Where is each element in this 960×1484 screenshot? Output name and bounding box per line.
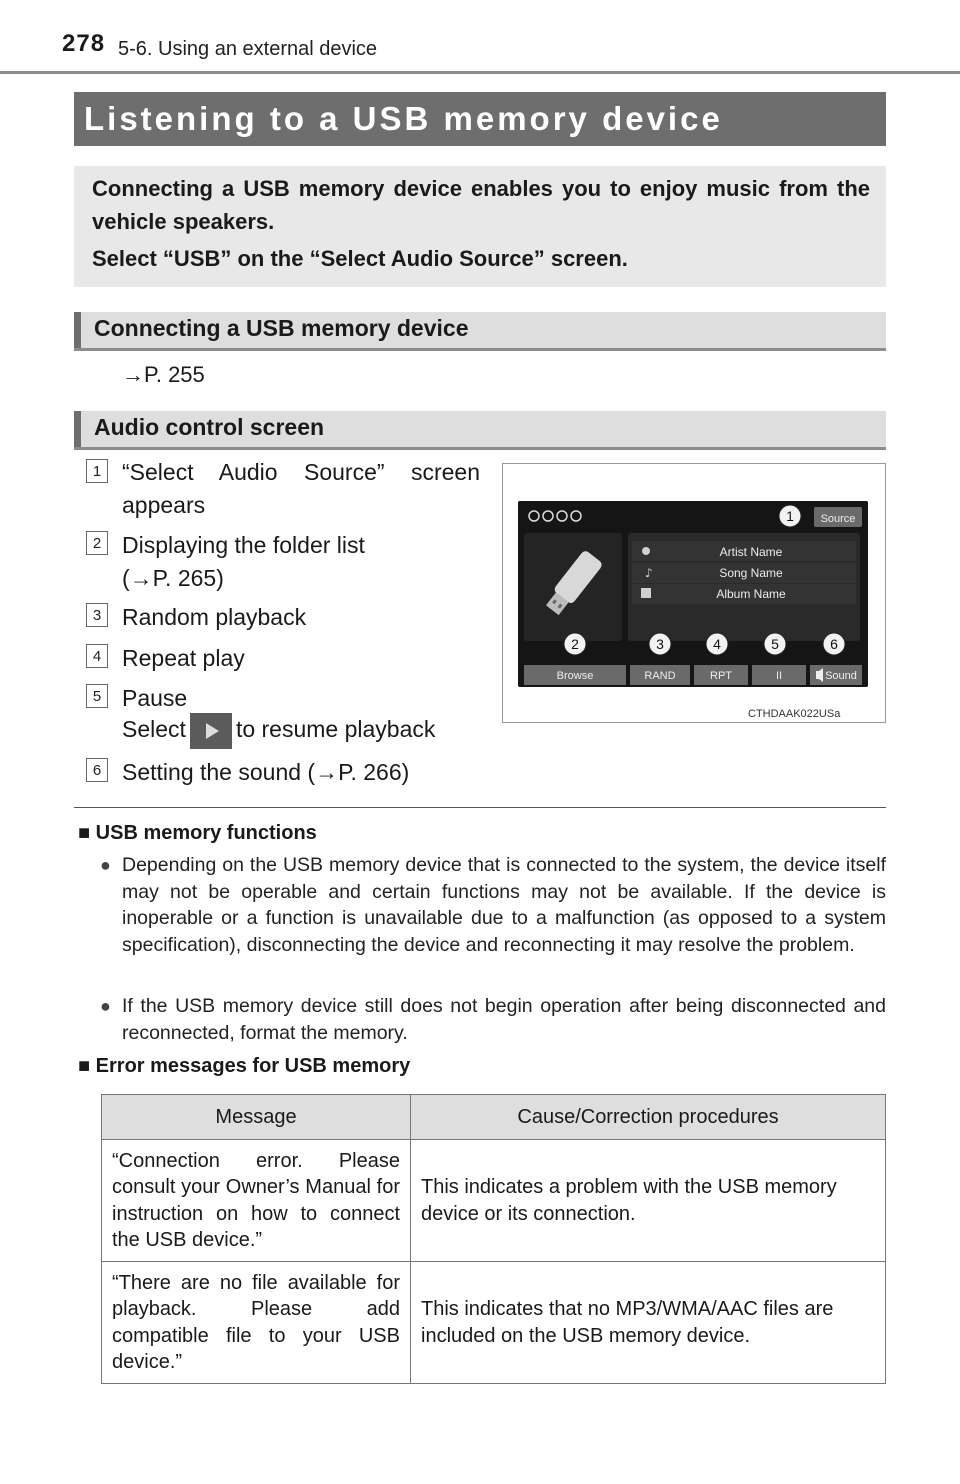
page-title: Listening to a USB memory device bbox=[84, 100, 723, 137]
callout-6-label: 6 bbox=[830, 636, 838, 652]
section-marker bbox=[74, 411, 81, 447]
screen-sound-label: Sound bbox=[825, 670, 857, 682]
callout-3-label: 3 bbox=[656, 636, 664, 652]
album-icon bbox=[641, 588, 651, 598]
item-2-line-2: (→P. 265) bbox=[122, 565, 224, 591]
table-cell-cause: This indicates a problem with the USB memory device or its connection. bbox=[411, 1140, 886, 1262]
callout-2-label: 2 bbox=[571, 636, 579, 652]
item-number-5: 5 bbox=[86, 684, 108, 708]
section-label: 5-6. Using an external device bbox=[118, 38, 378, 60]
item-number-4: 4 bbox=[86, 644, 108, 668]
item-5-line-1: Pause bbox=[122, 685, 188, 711]
round-bullet-icon: ● bbox=[100, 996, 111, 1016]
screen-rand-label: RAND bbox=[644, 670, 676, 682]
screen-album-name: Album Name bbox=[716, 587, 786, 601]
intro-text-1: Connecting a USB memory device enables you to enjoy music from the vehicle speakers. bbox=[92, 176, 870, 234]
item-6-text: Setting the sound (→P. 266) bbox=[122, 759, 410, 785]
audio-control-section-title: Audio control screen bbox=[94, 414, 325, 440]
table-cell-message: “There are no file available for playback. Please add compatible file to your USB device.” bbox=[102, 1262, 411, 1384]
play-icon bbox=[190, 713, 232, 749]
screen-source-label: Source bbox=[820, 513, 856, 525]
item-1-line-2: appears bbox=[122, 492, 206, 518]
connecting-section-title: Connecting a USB memory device bbox=[94, 315, 469, 341]
error-messages-table bbox=[101, 1094, 886, 1384]
usb-functions-heading bbox=[78, 822, 317, 845]
page-reference-link[interactable]: →P. 255 bbox=[122, 362, 205, 387]
image-code: CTHDAAK022USa bbox=[748, 708, 841, 720]
item-4-text: Repeat play bbox=[122, 645, 245, 671]
item-number-1: 1 bbox=[86, 459, 108, 483]
section-divider bbox=[74, 807, 886, 808]
usb-functions-heading-text: USB memory functions bbox=[95, 822, 317, 844]
item-1-line-1: “Select Audio Source” screen bbox=[122, 459, 480, 485]
callout-4-label: 4 bbox=[713, 636, 721, 652]
screen-rpt-label: RPT bbox=[710, 670, 732, 682]
item-3-text: Random playback bbox=[122, 604, 307, 630]
item-5-line-2 bbox=[122, 713, 435, 749]
round-bullet-icon: ● bbox=[100, 855, 111, 875]
page-number: 278 bbox=[62, 30, 106, 57]
table-header-cause: Cause/Correction procedures bbox=[411, 1095, 886, 1140]
error-messages-heading-text: Error messages for USB memory bbox=[95, 1055, 411, 1077]
connecting-section-header bbox=[74, 312, 886, 351]
audio-screen-svg bbox=[518, 501, 868, 687]
item-2-line-1: Displaying the folder list bbox=[122, 532, 365, 558]
usb-functions-note-2: If the USB memory device still does not begin operation after being disconnected and reconnected, format the memory. bbox=[122, 995, 886, 1044]
square-bullet-icon: ■ bbox=[78, 822, 91, 844]
audio-control-section-header bbox=[74, 411, 886, 450]
screen-artist-name: Artist Name bbox=[719, 545, 783, 559]
song-icon: ♪ bbox=[645, 566, 653, 580]
table-row bbox=[102, 1140, 886, 1262]
item-number-3: 3 bbox=[86, 603, 108, 627]
square-bullet-icon: ■ bbox=[78, 1055, 91, 1077]
header-rule bbox=[0, 71, 960, 74]
table-row bbox=[102, 1262, 886, 1384]
usb-functions-note-1: Depending on the USB memory device that is connected to the system, the device itself may not be operable and certain functions may not be available. If the device is inoperable or a function is unavailable due to a malfunction (as opposed to a system specification), disconnecting the device and reconnecting it may resolve the problem. bbox=[122, 854, 886, 956]
table-cell-cause: This indicates that no MP3/WMA/AAC files are included on the USB memory device. bbox=[411, 1262, 886, 1384]
screen-song-name: Song Name bbox=[719, 566, 783, 580]
item-5-select-text: Select bbox=[122, 716, 186, 743]
section-marker bbox=[74, 312, 81, 348]
callout-1-label: 1 bbox=[786, 508, 794, 524]
screen-pause-label: II bbox=[775, 670, 783, 682]
error-messages-heading bbox=[78, 1055, 410, 1078]
table-header-message: Message bbox=[102, 1095, 411, 1140]
intro-text-2: Select “USB” on the “Select Audio Source” screen. bbox=[92, 246, 628, 271]
artist-icon bbox=[642, 547, 650, 555]
item-number-2: 2 bbox=[86, 531, 108, 555]
item-5-resume-text: to resume playback bbox=[235, 716, 436, 743]
screen-browse-label: Browse bbox=[556, 670, 594, 682]
callout-5-label: 5 bbox=[771, 636, 779, 652]
table-header-row bbox=[102, 1095, 886, 1140]
table-cell-message: “Connection error. Please consult your Owner’s Manual for instruction on how to connect the USB device.” bbox=[102, 1140, 411, 1262]
item-number-6: 6 bbox=[86, 758, 108, 782]
audio-screen-image bbox=[518, 501, 868, 687]
